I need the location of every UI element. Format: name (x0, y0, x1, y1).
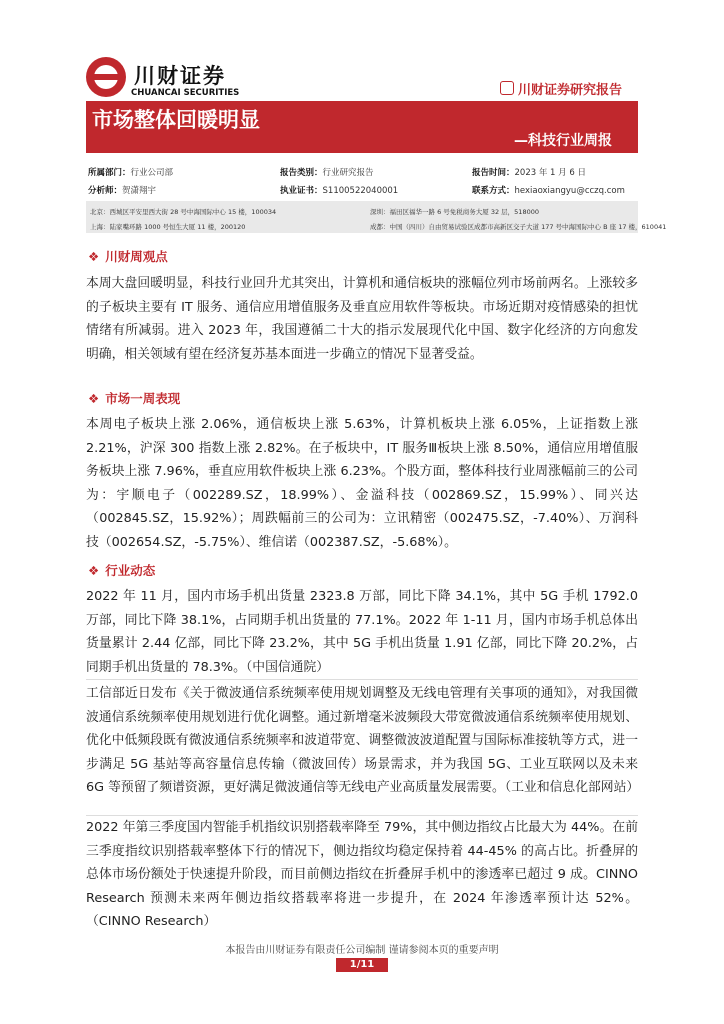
footer-disclaimer: 本报告由川财证券有限责任公司编制 谨请参阅本页的重要声明 (225, 945, 499, 956)
meta-dept (88, 166, 173, 178)
meta-contact (472, 184, 625, 196)
section-heading-view (88, 247, 168, 265)
company-logo (86, 57, 126, 97)
section-paragraph: 2022 年第三季度国内智能手机指纹识别搭载率降至 79%，其中侧边指纹占比最大为 44%。在前三季度指纹识别搭载率整体下行的情况下，侧边指纹均稳定保持着 44-45% 的高占比。折叠屏的总体市场份额处于快速提升阶段，而目前侧边指纹在折叠屏手机中的渗透率已超过 9 成。CINNO Research 预测未来两年侧边指纹搭载率将进一步提升，在 2024 年渗透率预计达 52%。（CINNO Research） (86, 820, 638, 929)
diamond-bullet-icon: ❖ (88, 563, 100, 578)
report-brand-icon (500, 81, 514, 95)
meta-type-label: 报告类别： (280, 168, 323, 178)
address-shanghai: 上海：陆家嘴环路 1000 号恒生大厦 11 楼，200120 (90, 223, 246, 231)
section-heading-industry (88, 561, 155, 579)
meta-analyst (88, 184, 156, 196)
section-paragraph: 本周电子板块上涨 2.06%，通信板块上涨 5.63%，计算机板块上涨 6.05%，上证指数上涨 2.21%，沪深 300 指数上涨 2.82%。在子板块中，IT 服务Ⅲ板块上涨 8.50%，通信应用增值服务板块上涨 7.96%，垂直应用软件板块上涨 6.23%。个股方面，整体科技行业周涨幅前三的公司为：宇顺电子（002289.SZ，18.99%）、金溢科技（002869.SZ，15.99%）、同兴达（002845.SZ，15.92%）；周跌幅前三的公司为：立讯精密（002475.SZ，-7.40%）、万润科技（002654.SZ，-5.75%）、维信诺（002387.SZ，-5.68%）。 (86, 417, 638, 550)
meta-type (280, 166, 374, 178)
brand-report-label: 川财证券研究报告 (518, 83, 623, 98)
meta-type-value: 行业研究报告 (322, 168, 374, 178)
meta-analyst-label: 分析师： (88, 186, 123, 196)
diamond-bullet-icon: ❖ (88, 249, 100, 264)
meta-date-label: 报告时间： (472, 168, 515, 178)
section-heading-text: 行业动态 (105, 563, 156, 578)
meta-cert (280, 184, 398, 196)
section-paragraph: 2022 年 11 月，国内市场手机出货量 2323.8 万部，同比下降 34.1%，其中 5G 手机 1792.0 万部，同比下降 38.1%，占同期手机出货量的 77.1%。2022 年 1-11 月，国内市场手机总体出货量累计 2.44 亿部，同比下降 23.2%，其中 5G 手机出货量 1.91 亿部，同比下降 20.2%，占同期手机出货量的 78.3%。（中国信通院） (86, 589, 638, 675)
section-paragraph: 本周大盘回暖明显，科技行业回升尤其突出，计算机和通信板块的涨幅位列市场前两名。上涨较多的子板块主要有 IT 服务、通信应用增值服务及垂直应用软件等板块。市场近期对疫情感染的担忧情绪有所减弱。进入 2023 年，我国遵循二十大的指示发展现代化中国、数字化经济的方向愈发明确，相关领域有望在经济复苏基本面进一步确立的情况下显著受益。 (86, 276, 638, 362)
logo-text-cn: 川财证券 (134, 64, 226, 88)
address-beijing: 北京：西城区平安里西大街 28 号中海国际中心 15 楼，100034 (90, 208, 277, 216)
section-heading-text: 川财周观点 (105, 249, 168, 264)
meta-cert-value: S1100522040001 (322, 186, 399, 196)
page-subtitle: —科技行业周报 (514, 133, 612, 149)
section-heading-text: 市场一周表现 (105, 391, 181, 406)
paragraph-divider (86, 679, 638, 680)
logo-text-en: CHUANCAI SECURITIES (131, 88, 240, 98)
meta-analyst-value: 贺潇翔宇 (122, 186, 157, 196)
page-title: 市场整体回暖明显 (92, 108, 260, 132)
meta-date (472, 166, 586, 178)
meta-dept-label: 所属部门： (88, 168, 131, 178)
diamond-bullet-icon: ❖ (88, 391, 100, 406)
meta-dept-value: 行业公司部 (130, 168, 174, 178)
section-heading-market (88, 389, 180, 407)
meta-date-value: 2023 年 1 月 6 日 (514, 168, 586, 178)
meta-contact-value[interactable]: hexiaoxiangyu@cczq.com (514, 186, 625, 196)
meta-contact-label: 联系方式： (472, 186, 515, 196)
address-shenzhen: 深圳：福田区福华一路 6 号免税商务大厦 32 层，518000 (370, 208, 539, 216)
section-paragraph: 工信部近日发布《关于微波通信系统频率使用规划调整及无线电管理有关事项的通知》，对我国微波通信系统频率使用规划进行优化调整。通过新增毫米波频段大带宽微波通信系统频率使用规划、优化中低频段既有微波通信系统频率和波道带宽、调整微波波道配置与国际标准接轨等方式，进一步满足 5G 基站等高容量信息传输（微波回传）场景需求，并为我国 5G、工业互联网以及未来 6G 等预留了频谱资源，更好满足微波通信等无线电产业高质量发展需要。（工业和信息化部网站） (86, 686, 640, 795)
meta-cert-label: 执业证书： (280, 186, 323, 196)
page-number: 1/11 (336, 958, 388, 972)
address-chengdu: 成都：中国（四川）自由贸易试验区成都市高新区交子大道 177 号中海国际中心 B 座 17 楼，610041 (370, 223, 667, 231)
